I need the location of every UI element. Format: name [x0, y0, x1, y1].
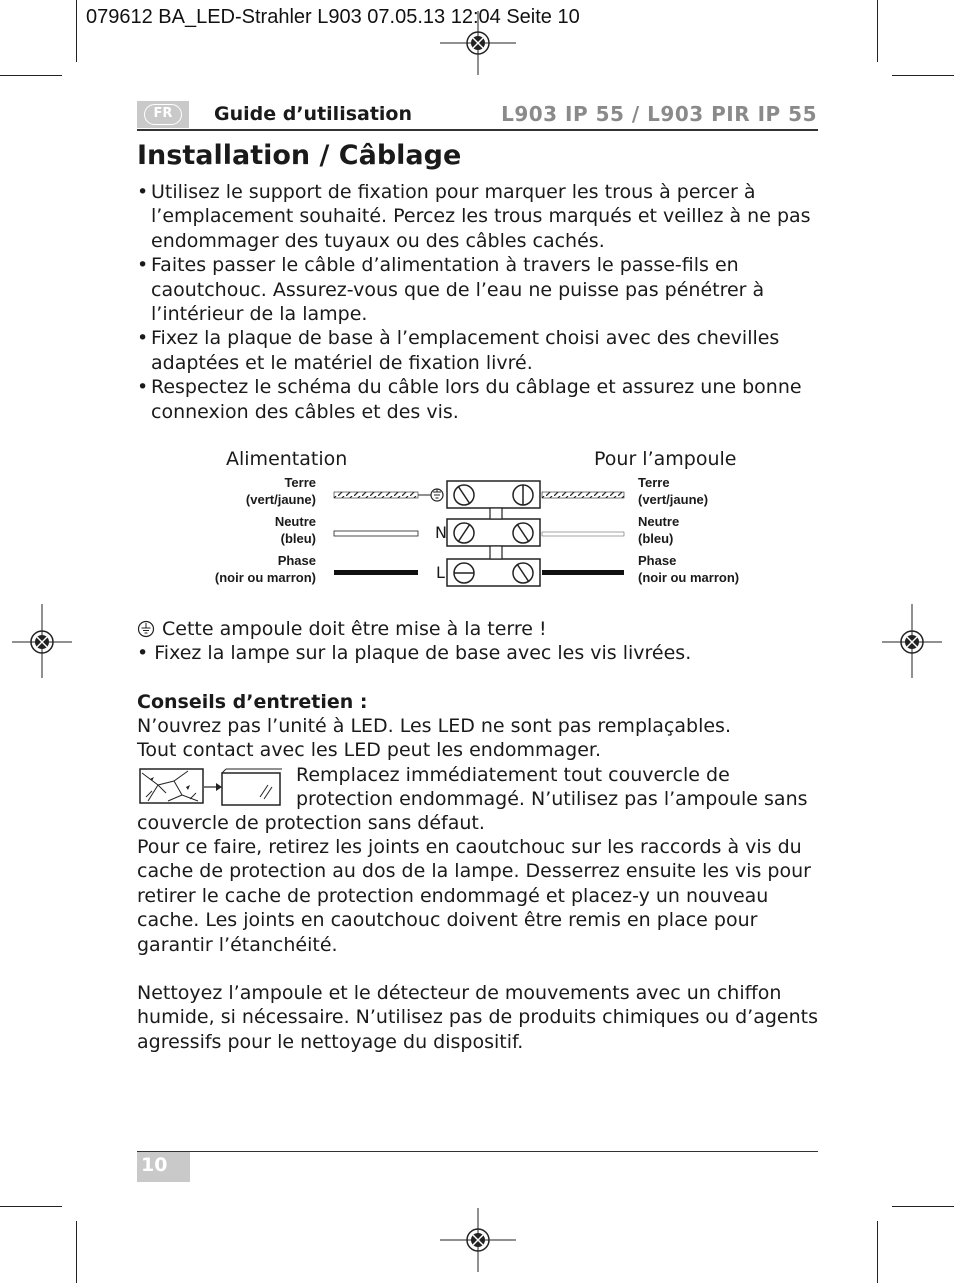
language-badge: FR — [144, 104, 182, 125]
supply-heading: Alimentation — [226, 448, 348, 470]
page-title: Installation / Câblage — [137, 140, 462, 171]
model-label: L903 IP 55 / L903 PIR IP 55 — [501, 102, 817, 126]
phase-wire-label-left: Phase (noir ou marron) — [214, 553, 316, 585]
registration-mark-top — [438, 3, 518, 83]
lamp-heading: Pour l’ampoule — [594, 448, 737, 470]
phase-wire-label-right: Phase (noir ou marron) — [638, 553, 740, 585]
maintenance-text: N’ouvrez pas l’unité à LED. Les LED ne sont pas remplaçables. Tout contact avec les LED peut les endommager. — [137, 715, 731, 762]
cover-replacement-steps: Pour ce faire, retirez les joints en caoutchouc sur les raccords à vis du cache de protection au dos de la lampe. Desserrez ensuite les vis pour retirer le cache de protection endommagé et placez-y un nouveau cache. Les joints en caoutchouc doivent être remis en place pour garantir l’étanchéité. — [137, 836, 811, 956]
earth-wire-label-right: Terre (vert/jaune) — [638, 475, 709, 507]
print-slug: 079612 BA_LED-Strahler L903 07.05.13 12:04 Seite 10 — [86, 6, 580, 28]
cleaning-instructions: Nettoyez l’ampoule et le détecteur de mouvements avec un chiffon humide, si nécessaire. N’utilisez pas de produits chimiques ou d’agents agressifs pour le nettoyage du dispositif. — [137, 982, 819, 1053]
earth-note: Cette ampoule doit être mise à la terre ! — [162, 618, 547, 640]
list-item: • Utilisez le support de fixation pour marquer les trous à percer à l’emplacement souhaité. Percez les trous marqués et veillez à ne pas endommager des tuyaux ou des câbles cachés. — [137, 180, 827, 253]
neutral-wire-label-left: Neutre (bleu) — [274, 514, 316, 546]
terminal-block-drawing — [330, 478, 630, 590]
registration-mark-right — [872, 602, 952, 682]
registration-mark-left — [2, 602, 82, 682]
registration-mark-bottom — [438, 1200, 518, 1280]
neutral-terminal-letter: N — [435, 523, 447, 542]
footer-rule — [137, 1151, 818, 1152]
page-number: 10 — [141, 1154, 168, 1176]
cover-warning: Remplacez immédiatement tout couvercle de protection endommagé. N’utilisez pas l’ampoule sans — [296, 764, 808, 811]
cover-replacement-icon — [138, 767, 284, 807]
maintenance-heading: Conseils d’entretien : — [137, 691, 368, 713]
phase-terminal-letter: L — [436, 563, 445, 582]
neutral-wire-label-right: Neutre (bleu) — [638, 514, 680, 546]
earth-ground-icon — [137, 620, 155, 638]
section-label: Guide d’utilisation — [214, 103, 413, 125]
installation-steps — [137, 180, 827, 424]
list-item: • Respectez le schéma du câble lors du câblage et assurez une bonne connexion des câbles et des vis. — [137, 375, 827, 424]
list-item: • Faites passer le câble d’alimentation à travers le passe-fils en caoutchouc. Assurez-vous que de l’eau ne puisse pas pénétrer à l’intérieur de la lampe. — [137, 253, 827, 326]
list-item: • Fixez la plaque de base à l’emplacement choisi avec des chevilles adaptées et le matériel de fixation livré. — [137, 326, 827, 375]
header-rule — [137, 129, 818, 131]
earth-wire-label-left: Terre (vert/jaune) — [245, 475, 316, 507]
fix-note: • Fixez la lampe sur la plaque de base avec les vis livrées. — [137, 642, 692, 664]
cover-warning-continued: couvercle de protection sans défaut. — [137, 812, 485, 834]
